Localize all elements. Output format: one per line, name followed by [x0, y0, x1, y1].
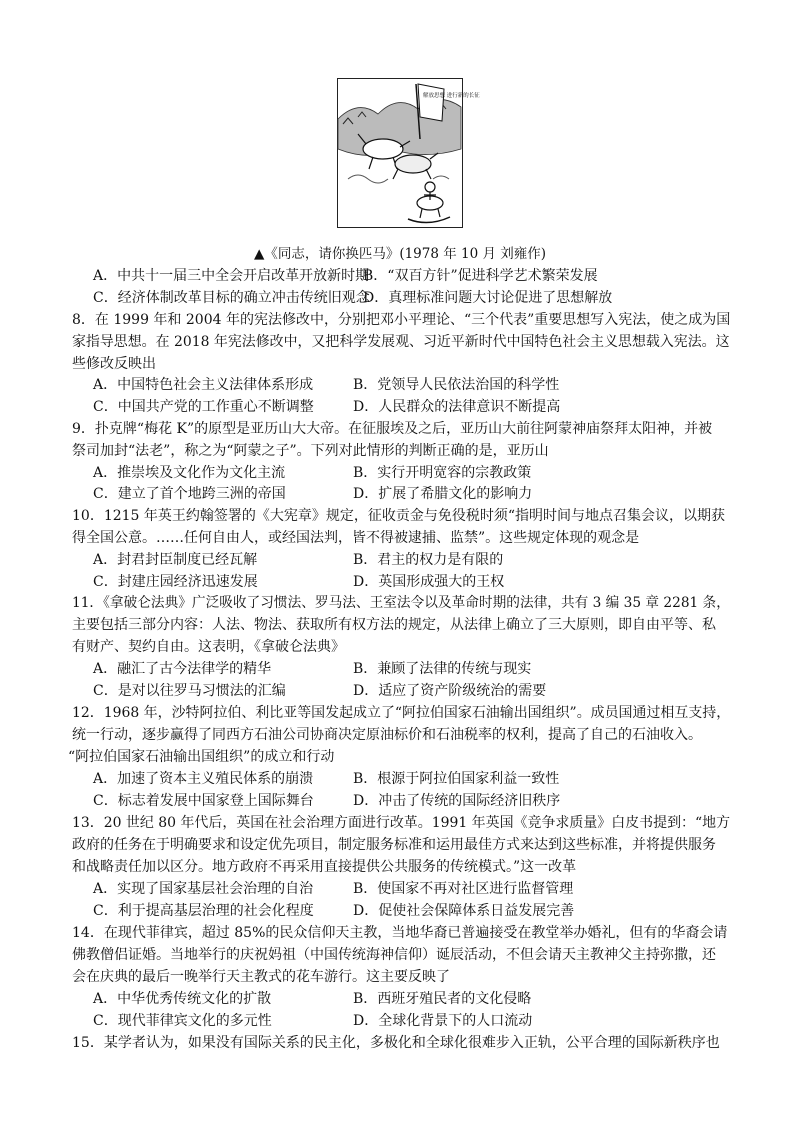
q13-option-c: C．利于提高基层治理的社会化程度	[93, 903, 314, 919]
q11-stem-line-3: 有财产、契约自由。这表明，《拿破仑法典》	[72, 639, 345, 655]
q9-stem-line-2: 祭司加封“法老”，称之为“阿蒙之子”。下列对此情形的判断正确的是，亚历山	[72, 443, 549, 459]
q14-option-c: C．现代菲律宾文化的多元性	[93, 1013, 272, 1029]
q13-option-d: D．促使社会保障体系日益发展完善	[353, 903, 575, 919]
q12-option-c: C．标志着发展中国家登上国际舞台	[93, 793, 314, 809]
q13-option-b: B．使国家不再对社区进行监督管理	[353, 881, 574, 897]
q13-stem-line-1: 13．20 世纪 80 年代后，英国在社会治理方面进行改革。1991 年英国《竞争求质量》白皮书提到：“地方	[72, 815, 731, 831]
q14-stem-line-2: 佛教僧侣证婚。当地举行的庆祝妈祖（中国传统海神信仰）诞辰活动，不但会请天主教神父主持弥撒，还	[72, 947, 716, 963]
q13-stem-line-3: 和战略责任加以区分。地方政府不再采用直接提供公共服务的传统模式。”这一改革	[72, 859, 577, 875]
q15-stem-line-1: 15．某学者认为，如果没有国际关系的民主化，多极化和全球化很难步入正轨，公平合理的国际新秩序也	[72, 1035, 720, 1051]
q14-option-a: A．中华优秀传统文化的扩散	[93, 991, 272, 1007]
q11-option-b: B．兼顾了法律的传统与现实	[353, 661, 532, 677]
q7-option-d: D．真理标准问题大讨论促进了思想解放	[363, 290, 613, 306]
q11-stem-line-1: 11．《拿破仑法典》广泛吸收了习惯法、罗马法、王室法令以及革命时期的法律，共有 3 编 35 章 2281 条，	[72, 595, 730, 611]
q8-stem-line-1: 8．在 1999 年和 2004 年的宪法修改中，分别把邓小平理论、“三个代表”重要思想写入宪法，使之成为国	[72, 312, 731, 328]
q14-option-d: D．全球化背景下的人口流动	[353, 1013, 533, 1029]
q13-option-a: A．实现了国家基层社会治理的自治	[93, 881, 314, 897]
q14-stem-line-3: 会在庆典的最后一晚举行天主教式的花车游行。这主要反映了	[72, 969, 450, 985]
q7-option-b: B．“双百方针”促进科学艺术繁荣发展	[363, 268, 598, 284]
q10-stem-line-2: 得全国公意。……任何自由人，或经国法判，皆不得被逮捕、监禁”。这些规定体现的观念是	[72, 530, 640, 546]
q12-stem-line-3: “阿拉伯国家石油输出国组织”的成立和行动	[68, 749, 335, 765]
q8-stem-line-2: 家指导思想。在 2018 年宪法修改中，又把科学发展观、习近平新时代中国特色社会主义思想载入宪法。这	[72, 334, 730, 350]
q9-stem-line-1: 9．扑克牌“梅花 K”的原型是亚历山大大帝。在征服埃及之后，亚历山大前往阿蒙神庙祭拜太阳神，并被	[72, 421, 713, 437]
q10-option-b: B．君主的权力是有限的	[353, 552, 504, 568]
q11-stem-line-2: 主要包括三部分内容：人法、物法、获取所有权方法的规定，从法律上确立了三大原则，即自由平等、私	[72, 617, 716, 633]
q9-option-d: D．扩展了希腊文化的影响力	[353, 486, 533, 502]
q11-option-c: C．是对以往罗马习惯法的汇编	[93, 683, 286, 699]
q12-option-d: D．冲击了传统的国际经济旧秩序	[353, 793, 561, 809]
q9-option-b: B．实行开明宽容的宗教政策	[353, 465, 532, 481]
q10-option-a: A．封君封臣制度已经瓦解	[93, 552, 258, 568]
q10-option-c: C．封建庄园经济迅速发展	[93, 574, 258, 590]
banner-text: 解放思想 进行新的长征	[423, 93, 480, 99]
q11-option-d: D．适应了资产阶级统治的需要	[353, 683, 547, 699]
q12-option-b: B．根源于阿拉伯国家利益一致性	[353, 771, 560, 787]
q12-stem-line-1: 12．1968 年，沙特阿拉伯、利比亚等国发起成立了“阿拉伯国家石油输出国组织”。成员国通过相互支持，	[72, 705, 731, 721]
q9-option-c: C．建立了首个地跨三洲的帝国	[93, 486, 286, 502]
q8-option-a: A．中国特色社会主义法律体系形成	[93, 377, 314, 393]
q8-option-d: D．人民群众的法律意识不断提高	[353, 399, 561, 415]
cartoon-image	[337, 78, 480, 228]
q12-stem-line-2: 统一行动，逐步赢得了同西方石油公司协商决定原油标价和石油税率的权利，提高了自己的石油收入。	[72, 727, 702, 743]
q10-option-d: D．英国形成强大的王权	[353, 574, 505, 590]
q8-option-b: B．党领导人民依法治国的科学性	[353, 377, 560, 393]
q12-option-a: A．加速了资本主义殖民体系的崩溃	[93, 771, 314, 787]
q7-option-a: A．中共十一届三中全会开启改革开放新时期	[93, 268, 370, 284]
q14-stem-line-1: 14．在现代菲律宾，超过 85%的民众信仰天主教，当地华裔已普遍接受在教堂举办婚礼，但有的华裔会请	[72, 925, 728, 941]
cartoon-caption: ▲《同志，请你换匹马》(1978 年 10 月 刘雍作)	[253, 246, 547, 262]
q8-stem-line-3: 些修改反映出	[72, 356, 156, 372]
q14-option-b: B．西班牙殖民者的文化侵略	[353, 991, 532, 1007]
q13-stem-line-2: 政府的任务在于明确要求和设定优先项目，制定服务标准和运用最佳方式来达到这些标准，并将提供服务	[72, 837, 716, 853]
q8-option-c: C．中国共产党的工作重心不断调整	[93, 399, 314, 415]
q9-option-a: A．推崇埃及文化作为文化主流	[93, 465, 286, 481]
q11-option-a: A．融汇了古今法律学的精华	[93, 661, 272, 677]
cartoon-drawing	[338, 79, 480, 226]
q10-stem-line-1: 10．1215 年英王约翰签署的《大宪章》规定，征收贡金与免役税时须“指明时间与地点召集会议，以期获	[72, 508, 726, 524]
q7-option-c: C．经济体制改革目标的确立冲击传统旧观念	[93, 290, 370, 306]
